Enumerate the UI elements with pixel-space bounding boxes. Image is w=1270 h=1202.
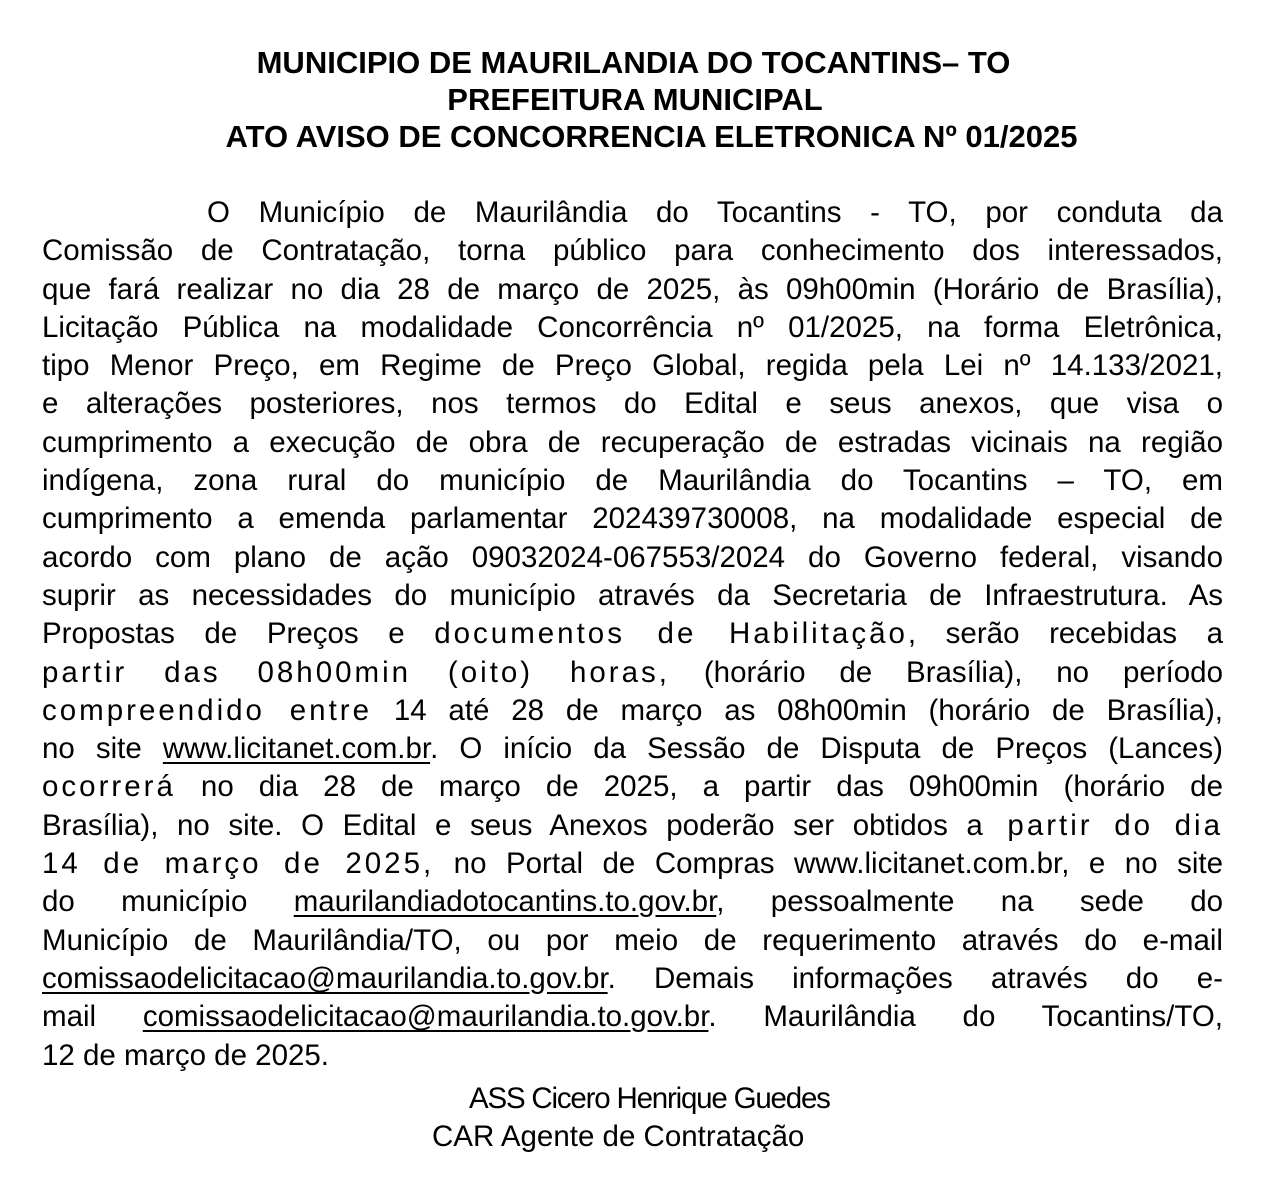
signature-role: CAR Agente de Contratação (432, 1120, 805, 1153)
body-fragment: 14 de março de 2025, (42, 847, 435, 881)
body-line (42, 730, 1223, 768)
body-line: e alterações posteriores, nos termos do Edital e seus anexos, que visa o (42, 387, 1223, 421)
body-line (42, 654, 1223, 692)
body-fragment: . Demais informações através do e- (607, 961, 1223, 995)
email-link[interactable]: comissaodelicitacao@maurilandia.to.gov.br (42, 961, 608, 995)
body-fragment: compreendido entre (42, 693, 372, 727)
body-fragment: partir das 08h00min (oito) horas, (42, 655, 670, 689)
body-fragment: do município (42, 885, 248, 919)
body-line: O Município de Maurilândia do Tocantins - TO, por conduta da (207, 196, 1223, 229)
body-line (42, 845, 1223, 883)
body-fragment: . Maurilândia do Tocantins/TO, (708, 1000, 1223, 1034)
body-fragment: 14 até 28 de março as 08h00min (horário de Brasília), (393, 693, 1223, 727)
notice-header (0, 44, 1270, 155)
body-fragment: no dia 28 de março de 2025, a partir das 09h00min (horário de (200, 770, 1223, 804)
body-line: Comissão de Contratação, torna público para conhecimento dos interessados, (42, 234, 1223, 268)
body-line (42, 768, 1223, 806)
body-fragment: . O início da Sessão de Disputa de Preços (Lances) (430, 732, 1223, 766)
body-line: tipo Menor Preço, em Regime de Preço Global, regida pela Lei nº 14.133/2021, (42, 349, 1223, 383)
body-line: suprir as necessidades do município através da Secretaria de Infraestrutura. As (42, 578, 1223, 612)
body-fragment: Propostas de Preços e (42, 617, 405, 651)
body-line: indígena, zona rural do município de Maurilândia do Tocantins – TO, em (42, 464, 1223, 498)
notice-title: ATO AVISO DE CONCORRENCIA ELETRONICA Nº 01/2025 (225, 119, 1078, 154)
body-fragment: , pessoalmente na sede do (716, 885, 1223, 919)
signature-name: ASS Cicero Henrique Guedes (469, 1082, 830, 1115)
body-fragment: , serão recebidas a (907, 617, 1223, 651)
body-line (42, 998, 1223, 1036)
body-line (42, 615, 1223, 653)
body-line: cumprimento a emenda parlamentar 202439730008, na modalidade especial de (42, 502, 1223, 536)
body-fragment: a partir do dia (966, 808, 1223, 842)
body-line: Licitação Pública na modalidade Concorrência nº 01/2025, na forma Eletrônica, (42, 310, 1223, 344)
body-fragment: mail (42, 1000, 97, 1034)
body-line: que fará realizar no dia 28 de março de 2025, às 09h00min (Horário de Brasília), (42, 272, 1223, 306)
municipality-site-link[interactable]: maurilandiadotocantins.to.gov.br (293, 885, 717, 919)
notice-body (42, 194, 1223, 1075)
municipality-title: MUNICIPIO DE MAURILANDIA DO TOCANTINS– TO (256, 45, 1011, 80)
body-fragment: no site (42, 732, 142, 766)
body-fragment: no Portal de Compras www.licitanet.com.br, e no site (453, 847, 1223, 881)
body-line (42, 960, 1223, 998)
body-line: Município de Maurilândia/TO, ou por meio de requerimento através do e-mail (42, 923, 1223, 957)
body-line: cumprimento a execução de obra de recuperação de estradas vicinais na região (42, 425, 1223, 459)
body-fragment: (horário de Brasília), no período (703, 655, 1223, 689)
body-line: acordo com plano de ação 09032024-067553/2024 do Governo federal, visando (42, 540, 1223, 574)
body-fragment: documentos de Habilitação (434, 617, 908, 651)
body-line: 12 de março de 2025. (42, 1038, 330, 1072)
licitanet-link[interactable]: www.licitanet.com.br (162, 732, 431, 766)
body-fragment: ocorrerá (42, 770, 176, 804)
email-link[interactable]: comissaodelicitacao@maurilandia.to.gov.br (142, 1000, 709, 1034)
prefecture-title: PREFEITURA MUNICIPAL (447, 82, 823, 117)
body-line (42, 807, 1223, 845)
body-fragment: Brasília), no site. O Edital e seus Anexos poderão ser obtidos (42, 808, 948, 842)
body-line (42, 692, 1223, 730)
body-line (42, 883, 1223, 921)
